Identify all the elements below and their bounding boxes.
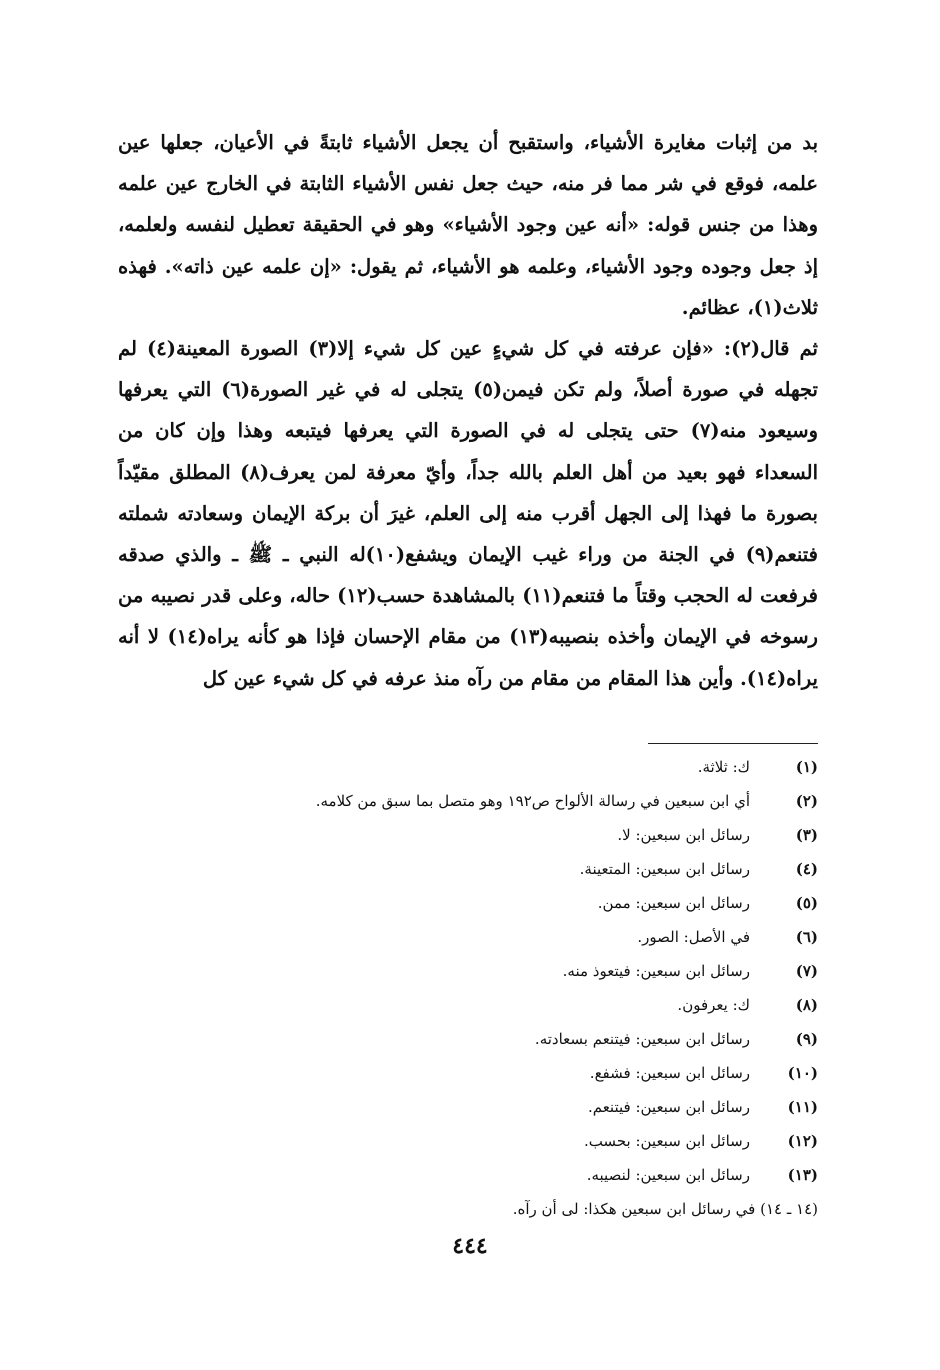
footnote-number: (٤)	[795, 860, 818, 878]
footnote-text: رسائل ابن سبعين: فيتنعم بسعادته.	[534, 1030, 750, 1048]
footnote-number: (١٢)	[787, 1132, 818, 1150]
footnote-number: (٨)	[795, 996, 818, 1014]
footnote-number: (١٠)	[787, 1064, 818, 1082]
footnote-number: (٥)	[795, 894, 818, 912]
footnote-text: ك: ثلاثة.	[697, 758, 750, 776]
footnotes-list	[118, 750, 818, 1226]
footnote-text: (١٤ ـ ١٤) في رسائل ابن سبعين هكذا: لى أن رآه.	[512, 1200, 818, 1218]
footnote-item	[118, 818, 818, 852]
footnote-text: رسائل ابن سبعين: ممن.	[597, 894, 750, 912]
footnote-item	[118, 1124, 818, 1158]
footnote-item	[118, 988, 818, 1022]
footnote-item	[118, 784, 818, 818]
footnote-item	[118, 1090, 818, 1124]
footnote-number: (١)	[795, 758, 818, 776]
footnote-number: (٦)	[795, 928, 818, 946]
footnote-number: (٢)	[795, 792, 818, 810]
main-text	[118, 122, 818, 699]
page-number: ٤٤٤	[452, 1233, 488, 1259]
footnote-number: (١١)	[787, 1098, 818, 1116]
footnote-number: (٣)	[795, 826, 818, 844]
footnote-number: (١٣)	[787, 1166, 818, 1184]
footnote-item	[118, 886, 818, 920]
footnote-item	[118, 1022, 818, 1056]
footnote-divider	[648, 743, 818, 744]
paragraph-1: بد من إثبات مغايرة الأشياء، واستقبح أن يجعل الأشياء ثابتةً في الأعيان، جعلها عين علمه، فوقع في شر مما فر منه، حيث جعل نفس الأشياء الثابتة في الخارج عين علمه وهذا من جنس قوله: «أنه عين وجود الأشياء» وهو في الحقيقة تعطيل لنفسه ولعلمه، إذ جعل وجوده وجود الأشياء، وعلمه هو الأشياء، ثم يقول: «إن علمه عين ذاته». فهذه ثلاث(١)، عظائم.	[118, 131, 818, 319]
footnote-text: رسائل ابن سبعين: لا.	[617, 826, 750, 844]
footnote-text: رسائل ابن سبعين: فيتنعم.	[587, 1098, 750, 1116]
footnote-text: رسائل ابن سبعين: بحسب.	[583, 1132, 750, 1150]
footnote-item	[118, 954, 818, 988]
footnote-item	[118, 1056, 818, 1090]
footnote-text: أي ابن سبعين في رسالة الألواح ص١٩٢ وهو متصل بما سبق من كلامه.	[315, 792, 750, 810]
footnote-item	[118, 852, 818, 886]
footnote-number: (٧)	[795, 962, 818, 980]
footnote-text: ك: يعرفون.	[677, 996, 750, 1014]
footnote-number: (٩)	[795, 1030, 818, 1048]
footnote-item	[118, 1192, 818, 1226]
footnote-text: رسائل ابن سبعين: فيتعوذ منه.	[562, 962, 750, 980]
footnote-item	[118, 750, 818, 784]
footnote-text: في الأصل: الصور.	[637, 928, 750, 946]
footnote-text: رسائل ابن سبعين: لنصيبه.	[586, 1166, 750, 1184]
footnote-item	[118, 920, 818, 954]
paragraph-2: ثم قال(٢): «فإن عرفته في كل شيءٍ عين كل شيء إلا(٣) الصورة المعينة(٤) لم تجهله في صورة أصلاً، ولم تكن فيمن(٥) يتجلى له في غير الصورة(٦) التي يعرفها وسيعود منه(٧) حتى يتجلى له في الصورة التي يعرفها فيتبعه وهذا وإن كان من السعداء فهو بعيد من أهل العلم بالله جداً، وأيّ معرفة لمن يعرف(٨) المطلق مقيّداً بصورة ما فهذا إلى الجهل أقرب منه إلى العلم، غيرَ أن بركة الإيمان وسعادته شملته فتنعم(٩) في الجنة من وراء غيب الإيمان ويشفع(١٠)له النبي ـ ﷺ ـ والذي صدقه فرفعت له الحجب وقتاً ما فتنعم(١١) بالمشاهدة حسب(١٢) حاله، وعلى قدر نصيبه من رسوخه في الإيمان وأخذه بنصيبه(١٣) من مقام الإحسان فإذا هو كأنه يراه(١٤) لا أنه يراه(١٤). وأين هذا المقام من مقام من رآه منذ عرفه في كل شيء عين كل	[118, 337, 819, 690]
footnote-item	[118, 1158, 818, 1192]
footnote-text: رسائل ابن سبعين: فشفع.	[589, 1064, 750, 1082]
footnote-text: رسائل ابن سبعين: المتعينة.	[579, 860, 750, 878]
